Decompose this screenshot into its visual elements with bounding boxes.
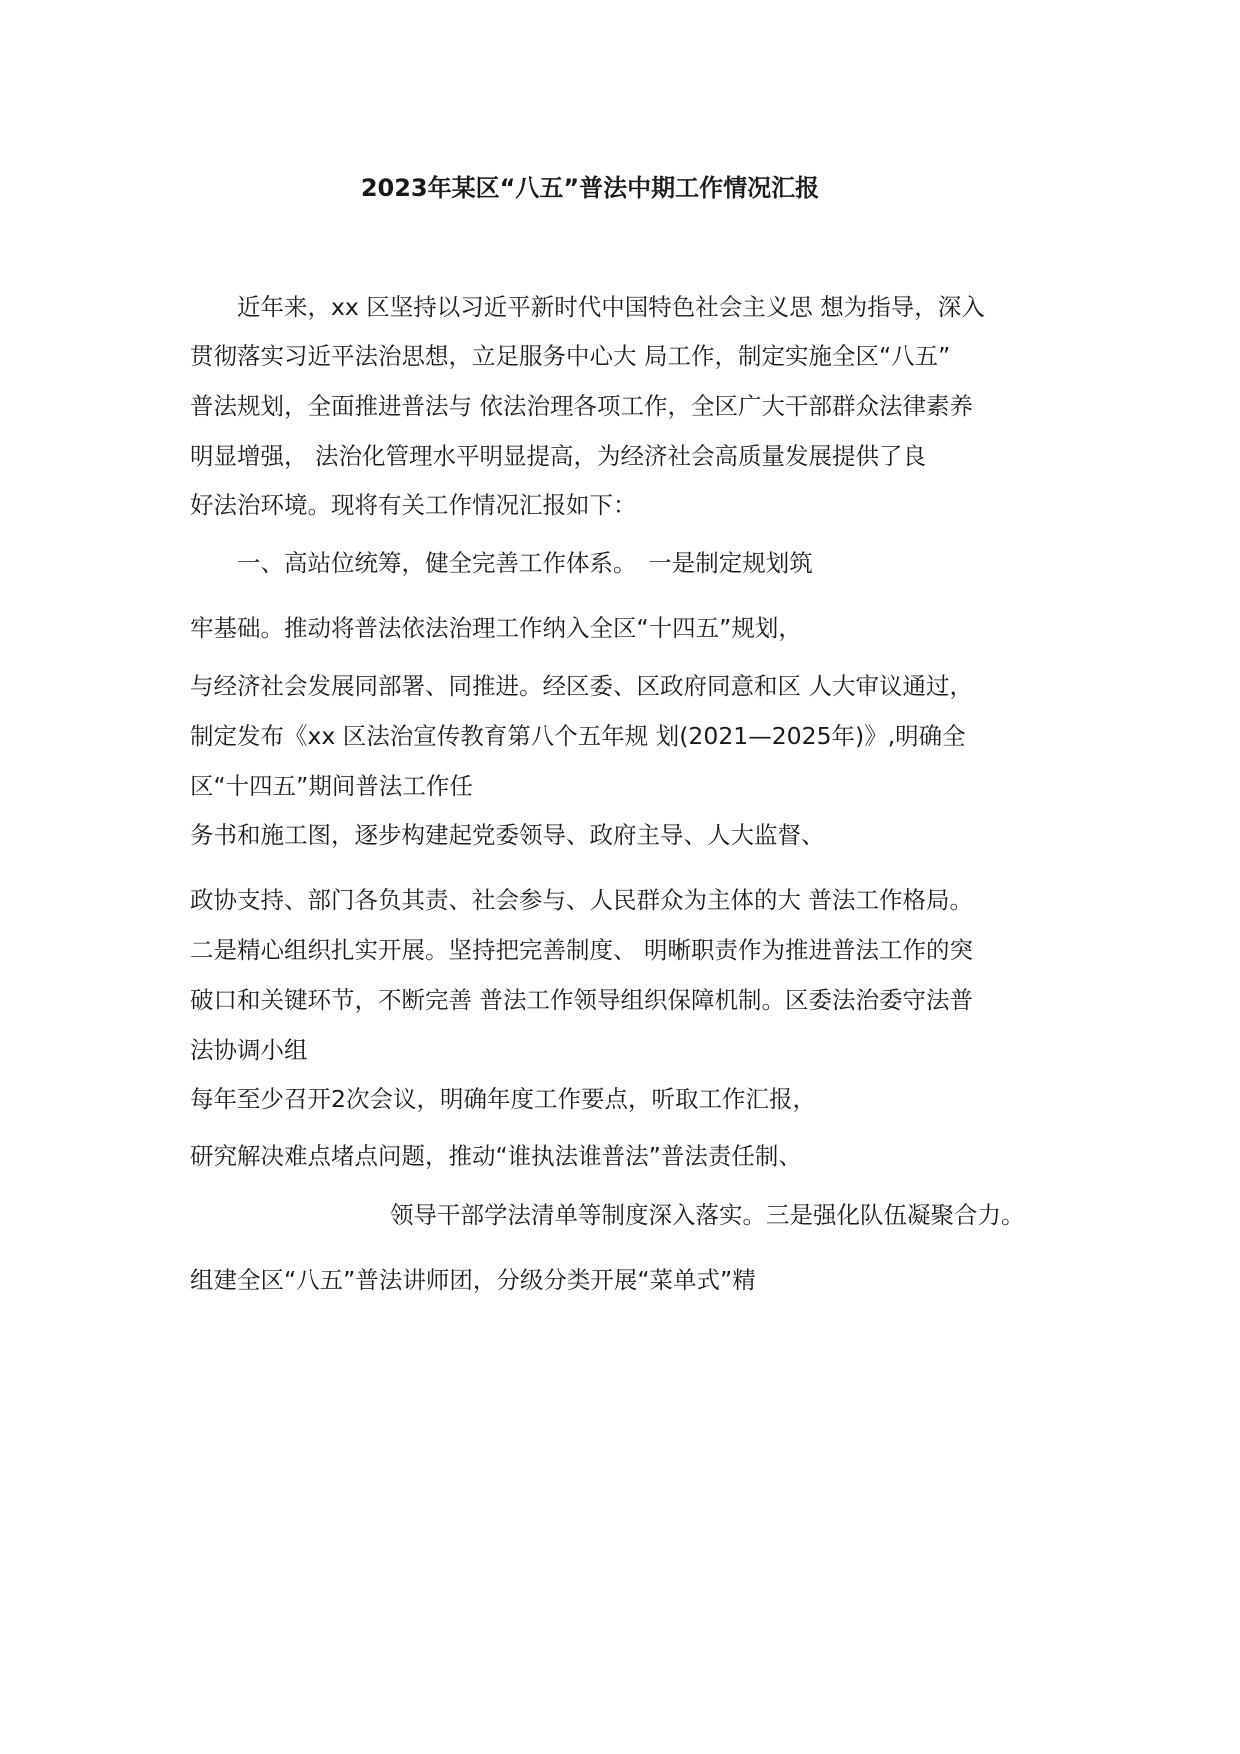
body-line: 破口和关键环节，不断完善 普法工作领导组织保障机制。区委法治委守法普 — [190, 986, 973, 1014]
body-line: 务书和施工图，逐步构建起党委领导、政府主导、人大监督、 — [190, 821, 825, 849]
body-line: 制定发布《xx 区法治宣传教育第八个五年规 划(2021—2025年)》,明确全 — [190, 722, 966, 750]
body-line: 研究解决难点堵点问题，推动“谁执法谁普法”普法责任制、 — [190, 1142, 802, 1170]
body-line: 二是精心组织扎实开展。坚持把完善制度、 明晰职责作为推进普法工作的突 — [190, 936, 973, 964]
body-line: 近年来，xx 区坚持以习近平新时代中国特色社会主义思 想为指导，深入 — [190, 293, 985, 321]
body-line: 每年至少召开2次会议，明确年度工作要点，听取工作汇报， — [190, 1085, 816, 1113]
body-line: 法协调小组 — [190, 1036, 308, 1064]
body-line: 一、高站位统筹，健全完善工作体系。 一是制定规划筑 — [190, 549, 813, 577]
body-line: 与经济社会发展同部署、同推进。经区委、区政府同意和区 人大审议通过， — [190, 672, 973, 700]
body-line: 普法规划，全面推进普法与 依法治理各项工作，全区广大干部群众法律素养 — [190, 392, 973, 420]
body-line: 贯彻落实习近平法治思想，立足服务中心大 局工作，制定实施全区“八五” — [190, 342, 951, 370]
body-line: 政协支持、部门各负其责、社会参与、人民群众为主体的大 普法工作格局。 — [190, 886, 973, 914]
body-line: 组建全区“八五”普法讲师团，分级分类开展“菜单式”精 — [190, 1266, 756, 1294]
document-title: 2023年某区“八五”普法中期工作情况汇报 — [360, 174, 820, 202]
body-line: 明显增强， 法治化管理水平明显提高，为经济社会高质量发展提供了良 — [190, 442, 926, 470]
body-line: 区“十四五”期间普法工作任 — [190, 772, 473, 800]
body-line: 牢基础。推动将普法依法治理工作纳入全区“十四五”规划， — [190, 614, 802, 642]
body-line: 领导干部学法清单等制度深入落实。三是强化队伍凝聚合力。 — [390, 1201, 1025, 1229]
body-line: 好法治环境。现将有关工作情况汇报如下： — [190, 491, 637, 519]
